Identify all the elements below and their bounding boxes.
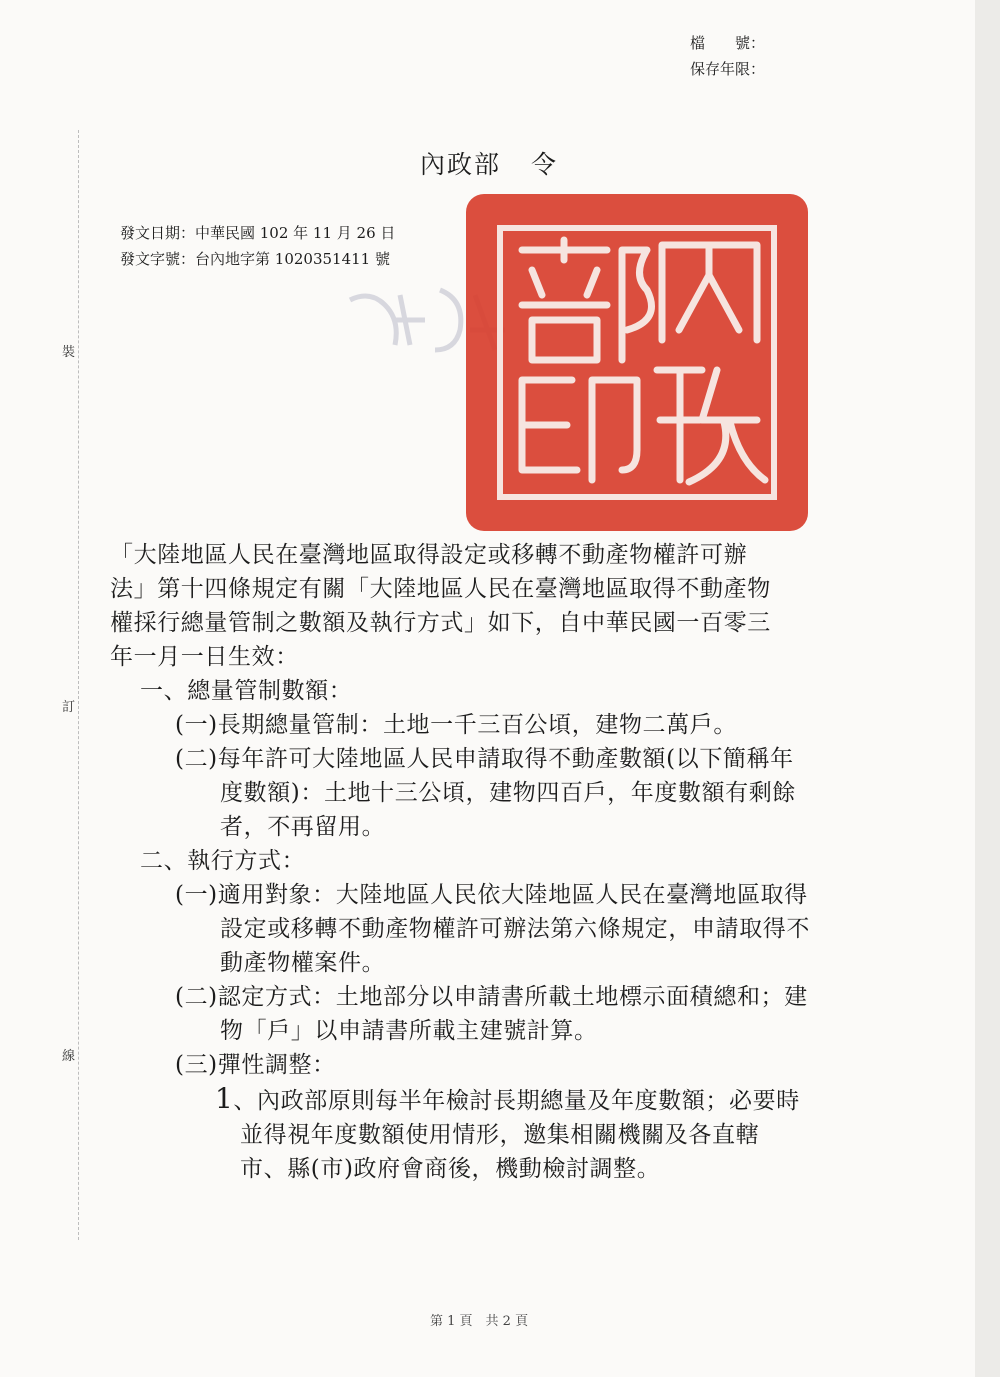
file-info <box>690 30 765 82</box>
sub-number: 1 <box>215 1082 234 1115</box>
scan-edge <box>975 0 1000 1377</box>
doc-agency: 內政部 <box>420 150 502 179</box>
s2-item-1-line-3: 動產物權案件。 <box>220 950 386 976</box>
section-2-title: 二、執行方式： <box>140 848 306 874</box>
doc-type: 令 <box>531 150 559 179</box>
s2-item-2-line-2: 物「戶」以申請書所載主建號計算。 <box>220 1018 598 1044</box>
intro-line-2: 法」第十四條規定有關「大陸地區人民在臺灣地區取得不動產物 <box>110 576 771 602</box>
intro-line-4: 年一月一日生效： <box>110 644 299 670</box>
retention-label: 保存年限： <box>690 60 766 78</box>
s1-item-1: (一)長期總量管制：土地一千三百公頃，建物二萬戶。 <box>175 712 737 738</box>
page-number: 第 1 頁 共 2 頁 <box>430 1314 529 1329</box>
intro-line-1: 「大陸地區人民在臺灣地區取得設定或移轉不動產物權許可辦 <box>110 542 748 568</box>
s2-item-3-sub-1-line-1 <box>110 1082 880 1118</box>
binding-mark-1: 裝 <box>62 338 75 363</box>
doc-title <box>420 145 558 181</box>
binding-mark-3: 線 <box>62 1042 75 1067</box>
issue-info <box>120 220 395 272</box>
issue-date: 發文日期：中華民國 102 年 11 月 26 日 <box>120 224 396 242</box>
s2-item-1-line-1: (一)適用對象：大陸地區人民依大陸地區人民在臺灣地區取得 <box>175 882 808 908</box>
s2-item-2-line-1: (二)認定方式：土地部分以申請書所載土地標示面積總和；建 <box>175 984 808 1010</box>
s1-item-2-line-1: (二)每年許可大陸地區人民申請取得不動產數額(以下簡稱年 <box>175 746 794 772</box>
section-1-title: 一、總量管制數額： <box>140 678 353 704</box>
s1-item-2-line-3: 者，不再留用。 <box>220 814 386 840</box>
s1-item-2-line-2: 度數額)：土地十三公頃，建物四百戶，年度數額有剩餘 <box>220 780 796 806</box>
s2-item-3-sub-1-line-2: 並得視年度數額使用情形，邀集相關機關及各直轄 <box>240 1122 760 1148</box>
order-body <box>110 538 880 1186</box>
file-number-label: 檔 號： <box>690 34 766 52</box>
s2-item-3-sub-1-line-3: 市、縣(市)政府會商後，機動檢討調整。 <box>240 1156 661 1182</box>
issue-number: 發文字號：台內地字第 1020351411 號 <box>120 250 390 268</box>
intro-line-3: 權採行總量管制之數額及執行方式」如下，自中華民國一百零三 <box>110 610 771 636</box>
s2-item-1-line-2: 設定或移轉不動產物權許可辦法第六條規定，申請取得不 <box>220 916 810 942</box>
binding-mark-2: 訂 <box>62 693 75 718</box>
official-seal-image <box>462 190 812 535</box>
s2-item-3: (三)彈性調整： <box>175 1052 336 1078</box>
binding-line <box>78 130 79 1240</box>
sub-text: 、內政部原則每半年檢討長期總量及年度數額；必要時 <box>233 1088 800 1114</box>
